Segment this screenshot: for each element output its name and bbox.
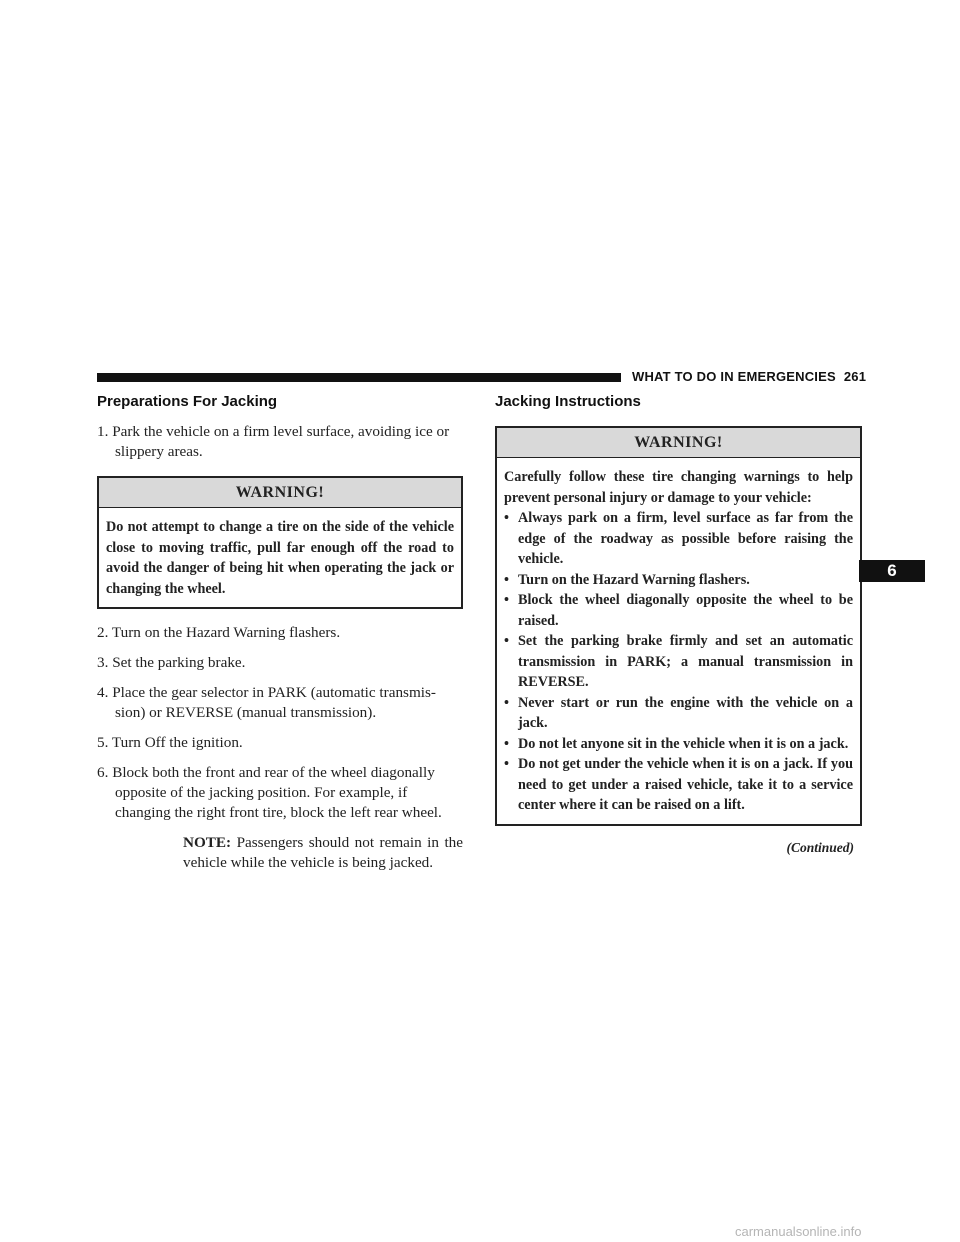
- warning-intro: Carefully follow these tire changing warnings to help prevent personal injury or damage to your vehicle:: [504, 469, 853, 506]
- watermark: carmanualsonline.info: [735, 1224, 862, 1239]
- warning-heading: WARNING!: [497, 428, 860, 458]
- page-number: 261: [843, 369, 867, 384]
- warning-bullet: • Set the parking brake firmly and set an automatic transmission in PARK; a manual transmission in REVERSE.: [504, 631, 853, 693]
- step-3: 3. Set the parking brake.: [97, 654, 246, 671]
- bullet-icon: •: [504, 694, 509, 711]
- warning-body: [99, 508, 461, 607]
- warning-bullet: • Do not get under the vehicle when it is on a jack. If you need to get under a raised vehicle, take it to a service center where it can be raised on a lift.: [504, 754, 853, 816]
- step-6: 6. Block both the front and rear of the wheel diagonally opposite of the jacking position. For example, if changing the right front tire, block the left rear wheel.: [97, 764, 442, 821]
- warning-box-right: [495, 426, 862, 826]
- bullet-icon: •: [504, 633, 509, 649]
- bullet-icon: •: [504, 756, 509, 772]
- left-column: [97, 392, 463, 873]
- warning-heading: WARNING!: [99, 478, 461, 508]
- bullet-icon: •: [504, 592, 509, 608]
- running-header: [632, 369, 866, 384]
- right-column: [495, 392, 862, 856]
- bullet-icon: •: [504, 571, 509, 588]
- chapter-tab: 6: [859, 560, 925, 582]
- warning-text: Do not attempt to change a tire on the side of the vehicle close to moving traffic, pull far enough off the road to avoid the danger of being hit when operating the jack or changing the wheel.: [106, 519, 454, 597]
- header-rule: [97, 373, 621, 382]
- section-title-jacking: Jacking Instructions: [495, 393, 641, 410]
- warning-bullet: • Do not let anyone sit in the vehicle when it is on a jack.: [504, 734, 853, 755]
- warning-box-left: [97, 476, 463, 609]
- bullet-icon: •: [504, 510, 509, 526]
- warning-body: [497, 458, 860, 824]
- bullet-icon: •: [504, 735, 509, 752]
- step-4: 4. Place the gear selector in PARK (automatic transmis- sion) or REVERSE (manual transmission).: [97, 684, 436, 721]
- warning-bullet: • Turn on the Hazard Warning flashers.: [504, 570, 853, 591]
- note-block: [183, 833, 463, 873]
- step-2: 2. Turn on the Hazard Warning flashers.: [97, 624, 341, 641]
- note-label: NOTE:: [183, 834, 232, 851]
- warning-bullet: • Never start or run the engine with the vehicle on a jack.: [504, 693, 853, 734]
- warning-bullet: • Always park on a firm, level surface as far from the edge of the roadway as possible before raising the vehicle.: [504, 508, 853, 570]
- step-5: 5. Turn Off the ignition.: [97, 734, 243, 751]
- warning-bullet: • Block the wheel diagonally opposite the wheel to be raised.: [504, 590, 853, 631]
- continued-label: (Continued): [786, 839, 854, 855]
- step-1: 1. Park the vehicle on a firm level surface, avoiding ice or slippery areas.: [97, 423, 450, 460]
- note-text: Passengers should not remain in the vehicle while the vehicle is being jacked.: [183, 834, 464, 871]
- section-title-preparations: Preparations For Jacking: [97, 393, 278, 410]
- section-label: WHAT TO DO IN EMERGENCIES: [632, 369, 836, 384]
